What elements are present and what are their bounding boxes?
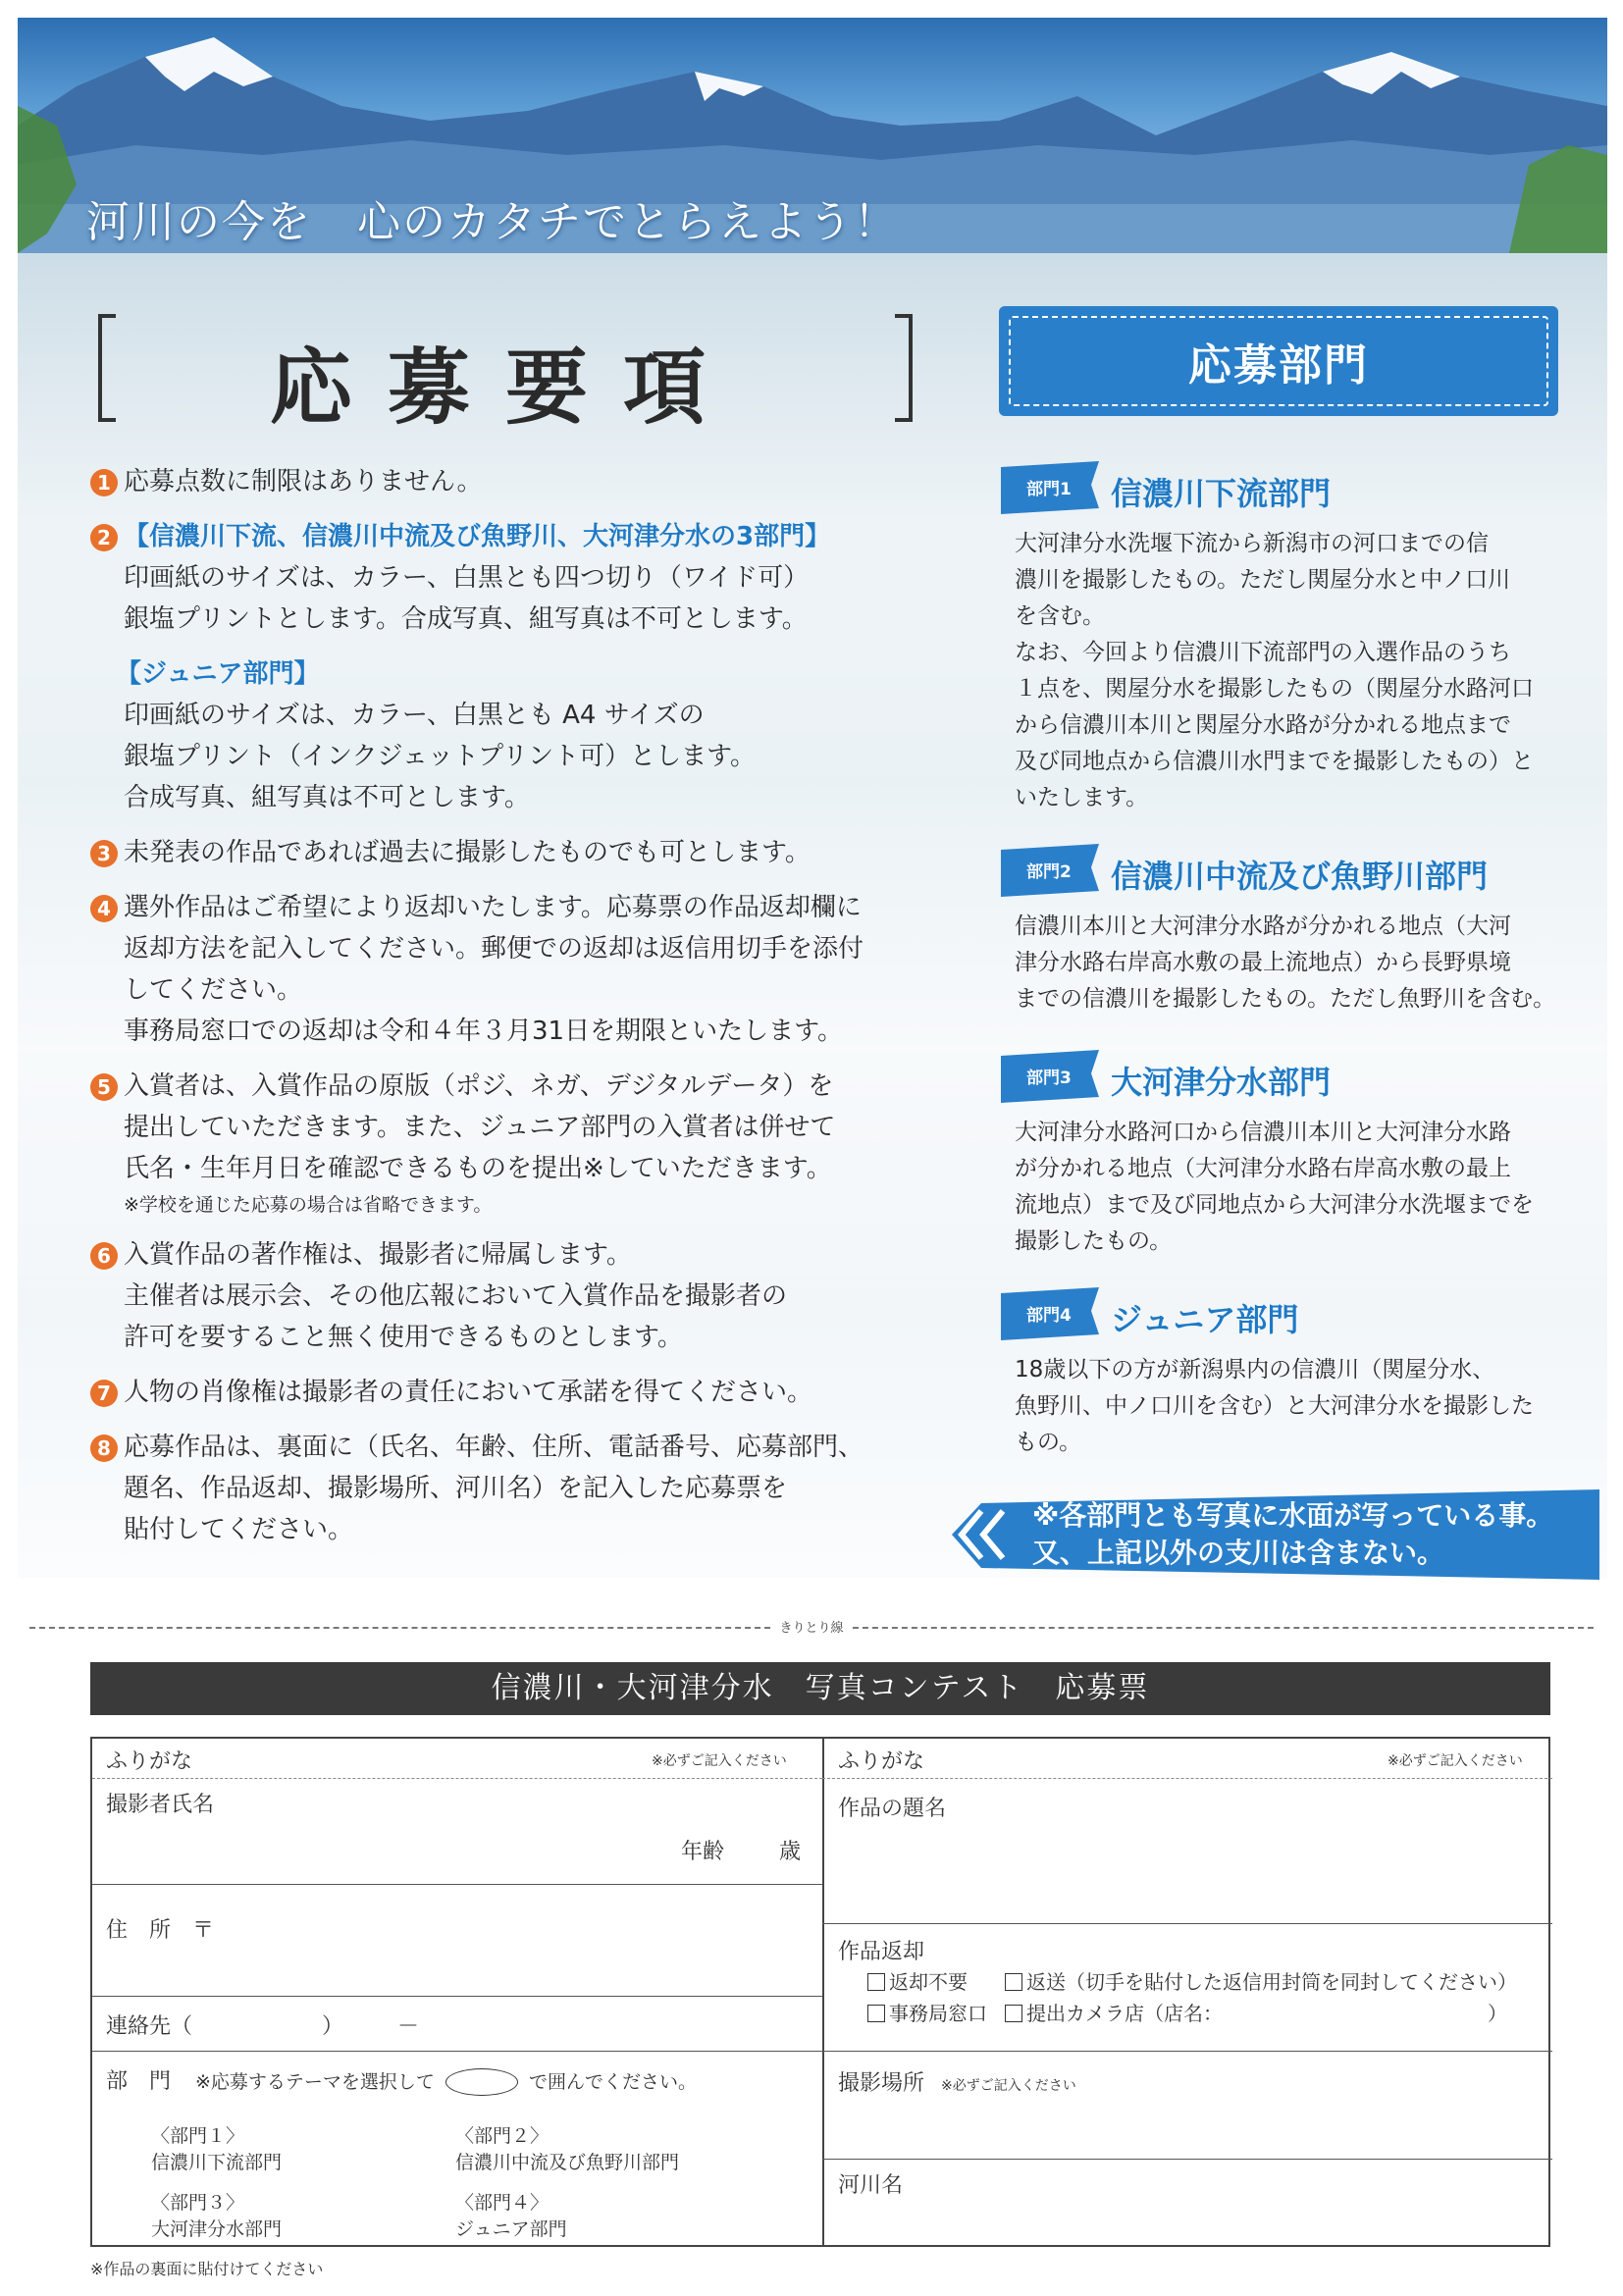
division-name: 信濃川下流部門 bbox=[151, 2152, 283, 2173]
row-divider bbox=[92, 1884, 822, 1885]
division-field bbox=[106, 2064, 697, 2096]
category-3 bbox=[1001, 1050, 1580, 1260]
category-2 bbox=[1001, 844, 1580, 1018]
description-line: までの信濃川を撮影したもの。ただし魚野川を含む。 bbox=[1015, 986, 1556, 1012]
description-line: 魚野川、中ノ口川を含む）と大河津分水を撮影した bbox=[1015, 1393, 1534, 1419]
category-name: 信濃川下流部門 bbox=[1111, 475, 1332, 512]
division-note-before: ※応募するテーマを選択して bbox=[195, 2071, 435, 2093]
description-line: 流地点）まで及び同地点から大河津分水洗堰までを bbox=[1015, 1192, 1534, 1218]
entry-form-title: 信濃川・大河津分水 写真コンテスト 応募票 bbox=[90, 1662, 1550, 1715]
sections-header-text: 応募部門 bbox=[1188, 340, 1369, 391]
required-note: ※必ずご記入ください bbox=[941, 2078, 1076, 2094]
contact-label[interactable]: 連絡先（ ） － bbox=[106, 2014, 420, 2039]
return-option-office[interactable] bbox=[867, 1998, 987, 2026]
rule-text: してください。 bbox=[124, 975, 303, 1005]
division-name: ジュニア部門 bbox=[455, 2218, 567, 2240]
rule-text: 選外作品はご希望により返却いたします。応募票の作品返却欄に bbox=[124, 893, 862, 922]
rule-text: 未発表の作品であれば過去に撮影したものでも可とします。 bbox=[124, 838, 811, 867]
category-flag bbox=[1001, 461, 1580, 518]
furigana-label-right: ふりがな bbox=[838, 1749, 925, 1774]
required-note-right: ※必ずご記入ください bbox=[1387, 1753, 1523, 1769]
division-note-after: で囲んでください。 bbox=[528, 2071, 697, 2093]
location-label: 撮影場所 bbox=[838, 2071, 925, 2096]
description-line: を含む。 bbox=[1015, 603, 1105, 629]
form-divider bbox=[822, 1739, 824, 2245]
rule-text: 入賞作品の著作権は、撮影者に帰属します。 bbox=[124, 1240, 632, 1270]
description-line: から信濃川本川と関屋分水路が分かれる地点まで bbox=[1015, 712, 1511, 738]
division-tag: 〈部門４〉 bbox=[455, 2192, 550, 2214]
rule-number: 8 bbox=[90, 1435, 118, 1462]
checkbox[interactable] bbox=[867, 2005, 885, 2022]
division-option-3[interactable] bbox=[151, 2188, 282, 2241]
description-line: いたします。 bbox=[1015, 785, 1149, 810]
rule-text: 題名、作品返却、撮影場所、河川名）を記入した応募票を bbox=[124, 1474, 788, 1503]
rule-number: 7 bbox=[90, 1380, 118, 1407]
dashed-divider bbox=[92, 1778, 822, 1779]
rule-text: 許可を要すること無く使用できるものとします。 bbox=[124, 1323, 683, 1352]
photographer-name-label[interactable]: 撮影者氏名 bbox=[106, 1793, 215, 1817]
notice-line: 又、上記以外の支川は含まない。 bbox=[1032, 1537, 1445, 1569]
rule-number: 6 bbox=[90, 1242, 118, 1270]
category-flag bbox=[1001, 1050, 1580, 1107]
entry-form bbox=[90, 1737, 1550, 2247]
option-label: 事務局窓口 bbox=[889, 2002, 987, 2025]
footnote: ※作品の裏面に貼付けてください bbox=[90, 2260, 324, 2278]
category-description bbox=[1001, 1352, 1580, 1461]
option-label: 返送（切手を貼付した返信用封筒を同封してください） bbox=[1026, 1970, 1517, 1994]
required-note: ※必ずご記入ください bbox=[652, 1753, 787, 1769]
location-field[interactable] bbox=[838, 2066, 1076, 2097]
rule-text: 人物の肖像権は撮影者の責任において承諾を得てください。 bbox=[124, 1378, 813, 1407]
division-tag: 〈部門３〉 bbox=[151, 2192, 245, 2214]
division-option-4[interactable] bbox=[455, 2188, 567, 2241]
age-label: 年齢 bbox=[681, 1840, 725, 1864]
rule-item-4 bbox=[90, 887, 934, 1052]
right-bracket bbox=[895, 314, 913, 422]
rule-item-6 bbox=[90, 1234, 934, 1358]
description-line: 及び同地点から信濃川水門までを撮影したもの）と bbox=[1015, 749, 1534, 774]
junior-heading: 【ジュニア部門】 bbox=[116, 659, 320, 689]
description-line: なお、今回より信濃川下流部門の入選作品のうち bbox=[1015, 640, 1511, 665]
rule-item-1 bbox=[90, 461, 934, 502]
return-option-mail[interactable] bbox=[1005, 1966, 1517, 1995]
rule-item-7 bbox=[90, 1372, 934, 1413]
division-tag: 〈部門１〉 bbox=[151, 2125, 245, 2147]
rule-text: 貼付してください。 bbox=[124, 1515, 354, 1544]
age-unit: 歳 bbox=[779, 1840, 802, 1864]
rules-list bbox=[90, 461, 934, 1564]
sections-header bbox=[999, 306, 1558, 416]
page-title bbox=[98, 314, 913, 436]
division-name: 大河津分水部門 bbox=[151, 2218, 283, 2240]
page-title-text: 応募要項 bbox=[269, 339, 741, 436]
rule-item-8 bbox=[90, 1427, 934, 1550]
division-option-1[interactable] bbox=[151, 2121, 282, 2174]
furigana-label: ふりがな bbox=[106, 1749, 193, 1774]
rule-text: 主催者は展示会、その他広報において入賞作品を撮影者の bbox=[124, 1281, 788, 1311]
category-tag: 部門4 bbox=[1026, 1306, 1072, 1326]
checkbox[interactable] bbox=[1005, 1973, 1022, 1991]
row-divider bbox=[822, 2159, 1552, 2160]
rule-note: ※学校を通じた応募の場合は省略できます。 bbox=[124, 1194, 493, 1216]
description-line: が分かれる地点（大河津分水路右岸高水敷の最上 bbox=[1015, 1156, 1511, 1181]
description-line: 18歳以下の方が新潟県内の信濃川（関屋分水、 bbox=[1015, 1357, 1495, 1383]
description-line: 津分水路右岸高水敷の最上流地点）から長野県境 bbox=[1015, 950, 1511, 975]
category-tag: 部門2 bbox=[1026, 862, 1072, 882]
description-line: 信濃川本川と大河津分水路が分かれる地点（大河 bbox=[1015, 913, 1511, 939]
rule-text: 合成写真、組写真は不可とします。 bbox=[124, 783, 530, 812]
rule-text: 返却方法を記入してください。郵便での返却は返信用切手を添付 bbox=[124, 934, 864, 964]
rule-text: 氏名・生年月日を確認できるものを提出※していただきます。 bbox=[124, 1154, 832, 1183]
category-name: 信濃川中流及び魚野川部門 bbox=[1111, 858, 1489, 895]
rule-item-3 bbox=[90, 832, 934, 873]
row-divider bbox=[92, 1996, 822, 1997]
rule-text: 応募作品は、裏面に（氏名、年齢、住所、電話番号、応募部門、 bbox=[124, 1433, 864, 1462]
category-1 bbox=[1001, 461, 1580, 816]
description-line: もの。 bbox=[1015, 1430, 1082, 1455]
banner-slogan: 河川の今を 心のカタチでとらえよう！ bbox=[86, 197, 899, 247]
rule-text: 提出していただきます。また、ジュニア部門の入賞者は併せて bbox=[124, 1113, 836, 1142]
rule-number: 4 bbox=[90, 895, 118, 922]
notice-text bbox=[1032, 1497, 1553, 1572]
division-name: 信濃川中流及び魚野川部門 bbox=[455, 2152, 680, 2173]
category-flag bbox=[1001, 1287, 1580, 1344]
division-option-2[interactable] bbox=[455, 2121, 679, 2174]
option-label: 返却不要 bbox=[889, 1970, 968, 1994]
rule-number: 1 bbox=[90, 469, 118, 496]
row-divider bbox=[822, 1923, 1552, 1924]
rule-text: 印画紙のサイズは、カラー、白黒とも A4 サイズの bbox=[124, 701, 705, 730]
checkbox[interactable] bbox=[1005, 2005, 1022, 2022]
return-option-none[interactable] bbox=[867, 1966, 968, 1995]
rule-text: 応募点数に制限はありません。 bbox=[124, 467, 483, 496]
description-line: 大河津分水洗堰下流から新潟市の河口までの信 bbox=[1015, 531, 1489, 556]
category-description bbox=[1001, 526, 1580, 816]
work-title-label[interactable]: 作品の題名 bbox=[838, 1797, 947, 1821]
division-tag: 〈部門２〉 bbox=[455, 2125, 550, 2147]
rule-item-5 bbox=[90, 1066, 934, 1221]
description-line: 大河津分水路河口から信濃川本川と大河津分水路 bbox=[1015, 1120, 1511, 1145]
return-option-camera-shop[interactable] bbox=[1005, 1998, 1507, 2026]
category-tag: 部門3 bbox=[1026, 1069, 1072, 1088]
division-label: 部 門 bbox=[106, 2069, 172, 2094]
description-line: １点を、関屋分水を撮影したもの（関屋分水路河口 bbox=[1015, 676, 1534, 702]
category-tag: 部門1 bbox=[1026, 480, 1072, 499]
description-line: 撮影したもの。 bbox=[1015, 1228, 1173, 1254]
row-divider bbox=[92, 2051, 1552, 2052]
description-line: 濃川を撮影したもの。ただし関屋分水と中ノ口川 bbox=[1015, 567, 1511, 593]
rule-heading: 【信濃川下流、信濃川中流及び魚野川、大河津分水の3部門】 bbox=[124, 522, 831, 551]
category-description bbox=[1001, 1115, 1580, 1260]
rule-text: 銀塩プリント（インクジェットプリント可）とします。 bbox=[124, 742, 757, 771]
oval-mark-icon bbox=[445, 2068, 518, 2096]
rule-text: 銀塩プリントとします。合成写真、組写真は不可とします。 bbox=[124, 604, 808, 634]
return-label: 作品返却 bbox=[838, 1940, 925, 1964]
category-description bbox=[1001, 909, 1580, 1018]
checkbox[interactable] bbox=[867, 1973, 885, 1991]
category-name: 大河津分水部門 bbox=[1111, 1064, 1332, 1101]
cut-line-label: きりとり線 bbox=[772, 1617, 851, 1636]
header-banner bbox=[18, 18, 1607, 253]
rule-number: 3 bbox=[90, 840, 118, 867]
rule-number: 5 bbox=[90, 1073, 118, 1101]
river-name-label[interactable]: 河川名 bbox=[838, 2173, 904, 2198]
category-4 bbox=[1001, 1287, 1580, 1461]
address-label[interactable]: 住 所 〒 bbox=[106, 1918, 215, 1943]
rule-text: 入賞者は、入賞作品の原版（ポジ、ネガ、デジタルデータ）を bbox=[124, 1071, 834, 1101]
option-label: 提出カメラ店（店名： ） bbox=[1026, 2002, 1507, 2025]
dashed-divider bbox=[822, 1778, 1552, 1779]
rule-text: 印画紙のサイズは、カラー、白黒とも四つ切り（ワイド可） bbox=[124, 563, 810, 593]
notice-banner bbox=[922, 1489, 1599, 1580]
rule-number: 2 bbox=[90, 524, 118, 551]
rule-text: 事務局窓口での返却は令和４年３月31日を期限といたします。 bbox=[124, 1017, 844, 1046]
notice-line: ※各部門とも写真に水面が写っている事。 bbox=[1032, 1499, 1554, 1532]
rule-item-2 bbox=[90, 516, 934, 818]
category-flag bbox=[1001, 844, 1580, 901]
category-name: ジュニア部門 bbox=[1111, 1301, 1299, 1338]
